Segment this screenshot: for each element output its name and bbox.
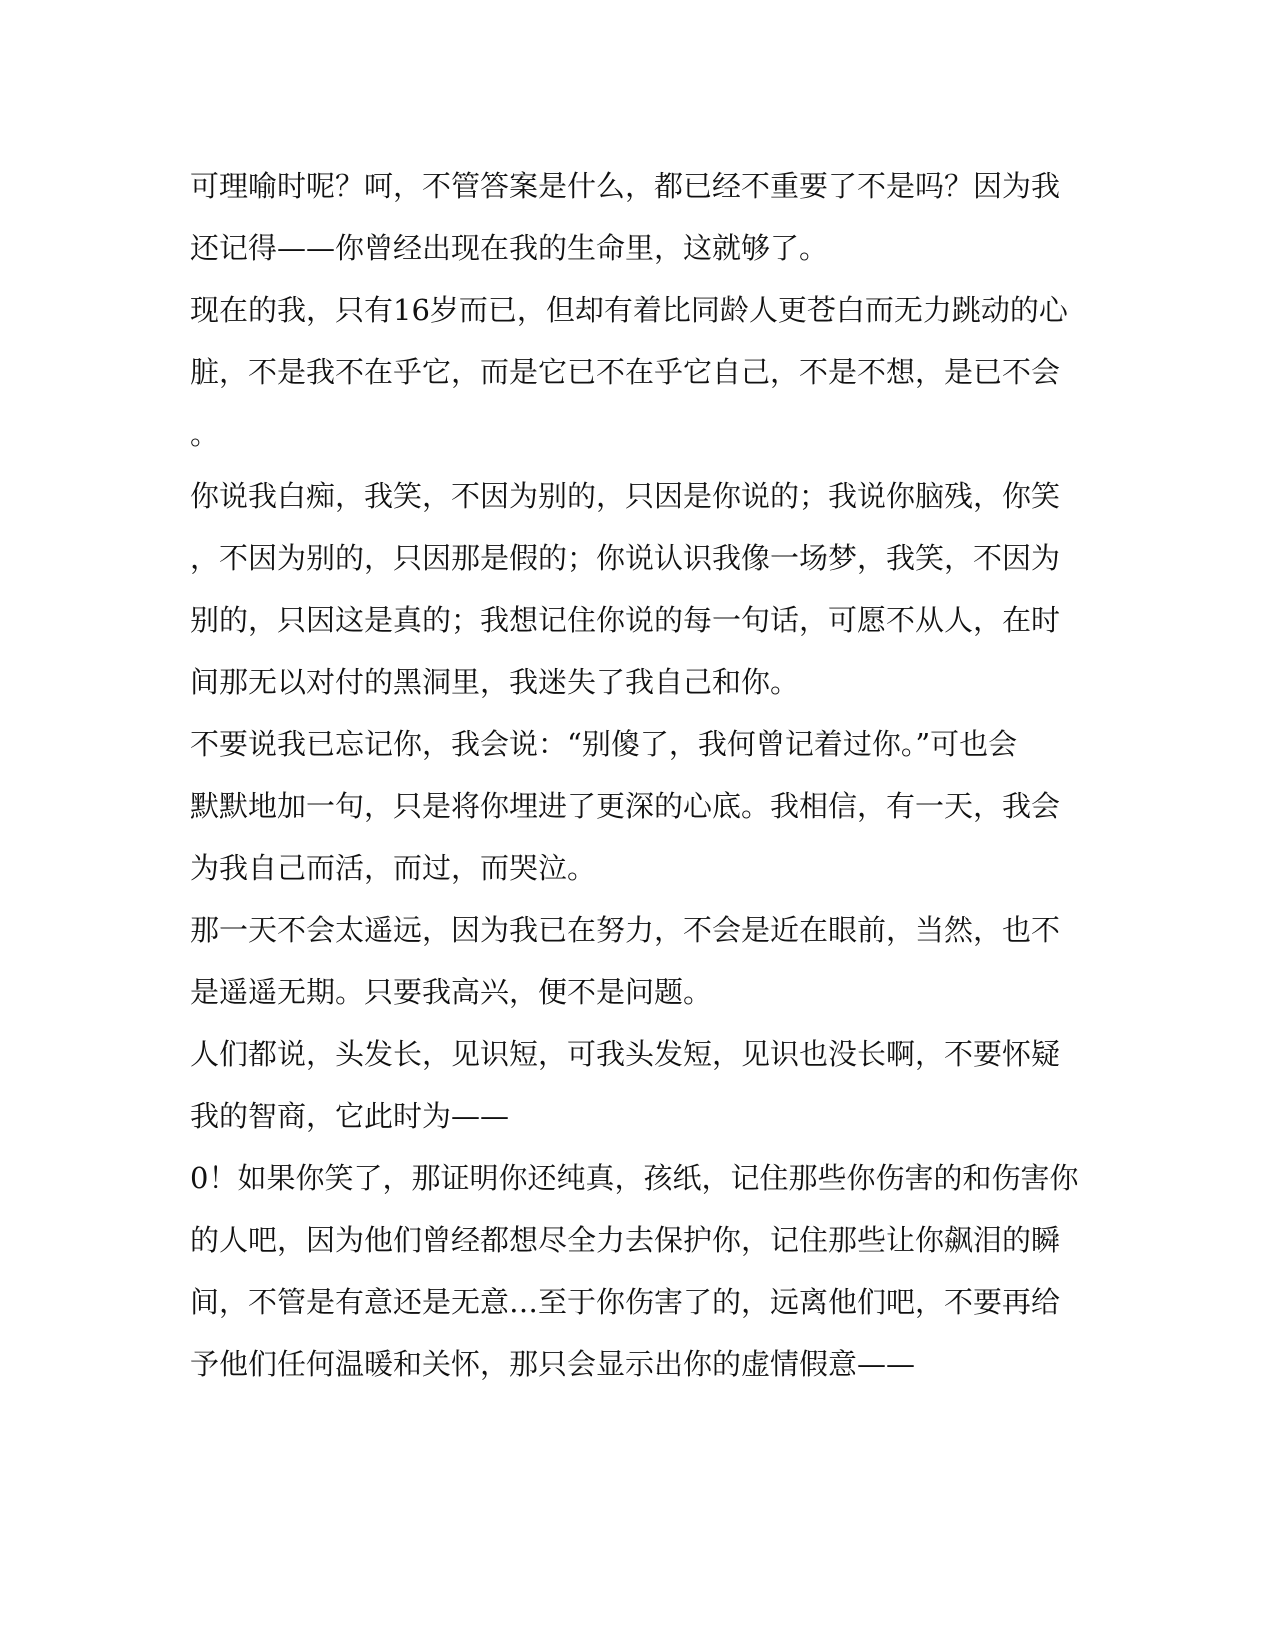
text-line: 予他们任何温暖和关怀，那只会显示出你的虚情假意—— bbox=[190, 1347, 916, 1381]
text-line: 不要说我已忘记你，我会说：“别傻了，我何曾记着过你。”可也会 bbox=[190, 727, 1018, 761]
text-line: 0！如果你笑了，那证明你还纯真，孩纸，记住那些你伤害的和伤害你 bbox=[190, 1161, 1079, 1195]
text-line: 为我自己而活，而过，而哭泣。 bbox=[190, 851, 597, 885]
text-line: 现在的我，只有16岁而已，但却有着比同龄人更苍白而无力跳动的心 bbox=[190, 293, 1068, 327]
body-text bbox=[190, 155, 1090, 1395]
text-line: 你说我白痴，我笑，不因为别的，只因是你说的；我说你脑残，你笑 bbox=[190, 479, 1061, 513]
text-line: 可理喻时呢？呵，不管答案是什么，都已经不重要了不是吗？因为我 bbox=[190, 169, 1061, 203]
text-line: 间，不管是有意还是无意…至于你伤害了的，远离他们吧，不要再给 bbox=[190, 1285, 1061, 1319]
text-line: 。 bbox=[190, 417, 220, 451]
text-line: 那一天不会太遥远，因为我已在努力，不会是近在眼前，当然，也不 bbox=[190, 913, 1061, 947]
text-line: 默默地加一句，只是将你埋进了更深的心底。我相信，有一天，我会 bbox=[190, 789, 1061, 823]
text-line: 是遥遥无期。只要我高兴，便不是问题。 bbox=[190, 975, 713, 1009]
text-line: 还记得——你曾经出现在我的生命里，这就够了。 bbox=[190, 231, 829, 265]
text-line: 的人吧，因为他们曾经都想尽全力去保护你，记住那些让你飙泪的瞬 bbox=[190, 1223, 1061, 1257]
text-line: 别的，只因这是真的；我想记住你说的每一句话，可愿不从人，在时 bbox=[190, 603, 1061, 637]
text-line: ，不因为别的，只因那是假的；你说认识我像一场梦，我笑，不因为 bbox=[190, 541, 1061, 575]
text-line: 我的智商，它此时为—— bbox=[190, 1099, 510, 1133]
text-line: 脏，不是我不在乎它，而是它已不在乎它自己，不是不想，是已不会 bbox=[190, 355, 1061, 389]
text-line: 间那无以对付的黑洞里，我迷失了我自己和你。 bbox=[190, 665, 800, 699]
text-line: 人们都说，头发长，见识短，可我头发短，见识也没长啊，不要怀疑 bbox=[190, 1037, 1061, 1071]
